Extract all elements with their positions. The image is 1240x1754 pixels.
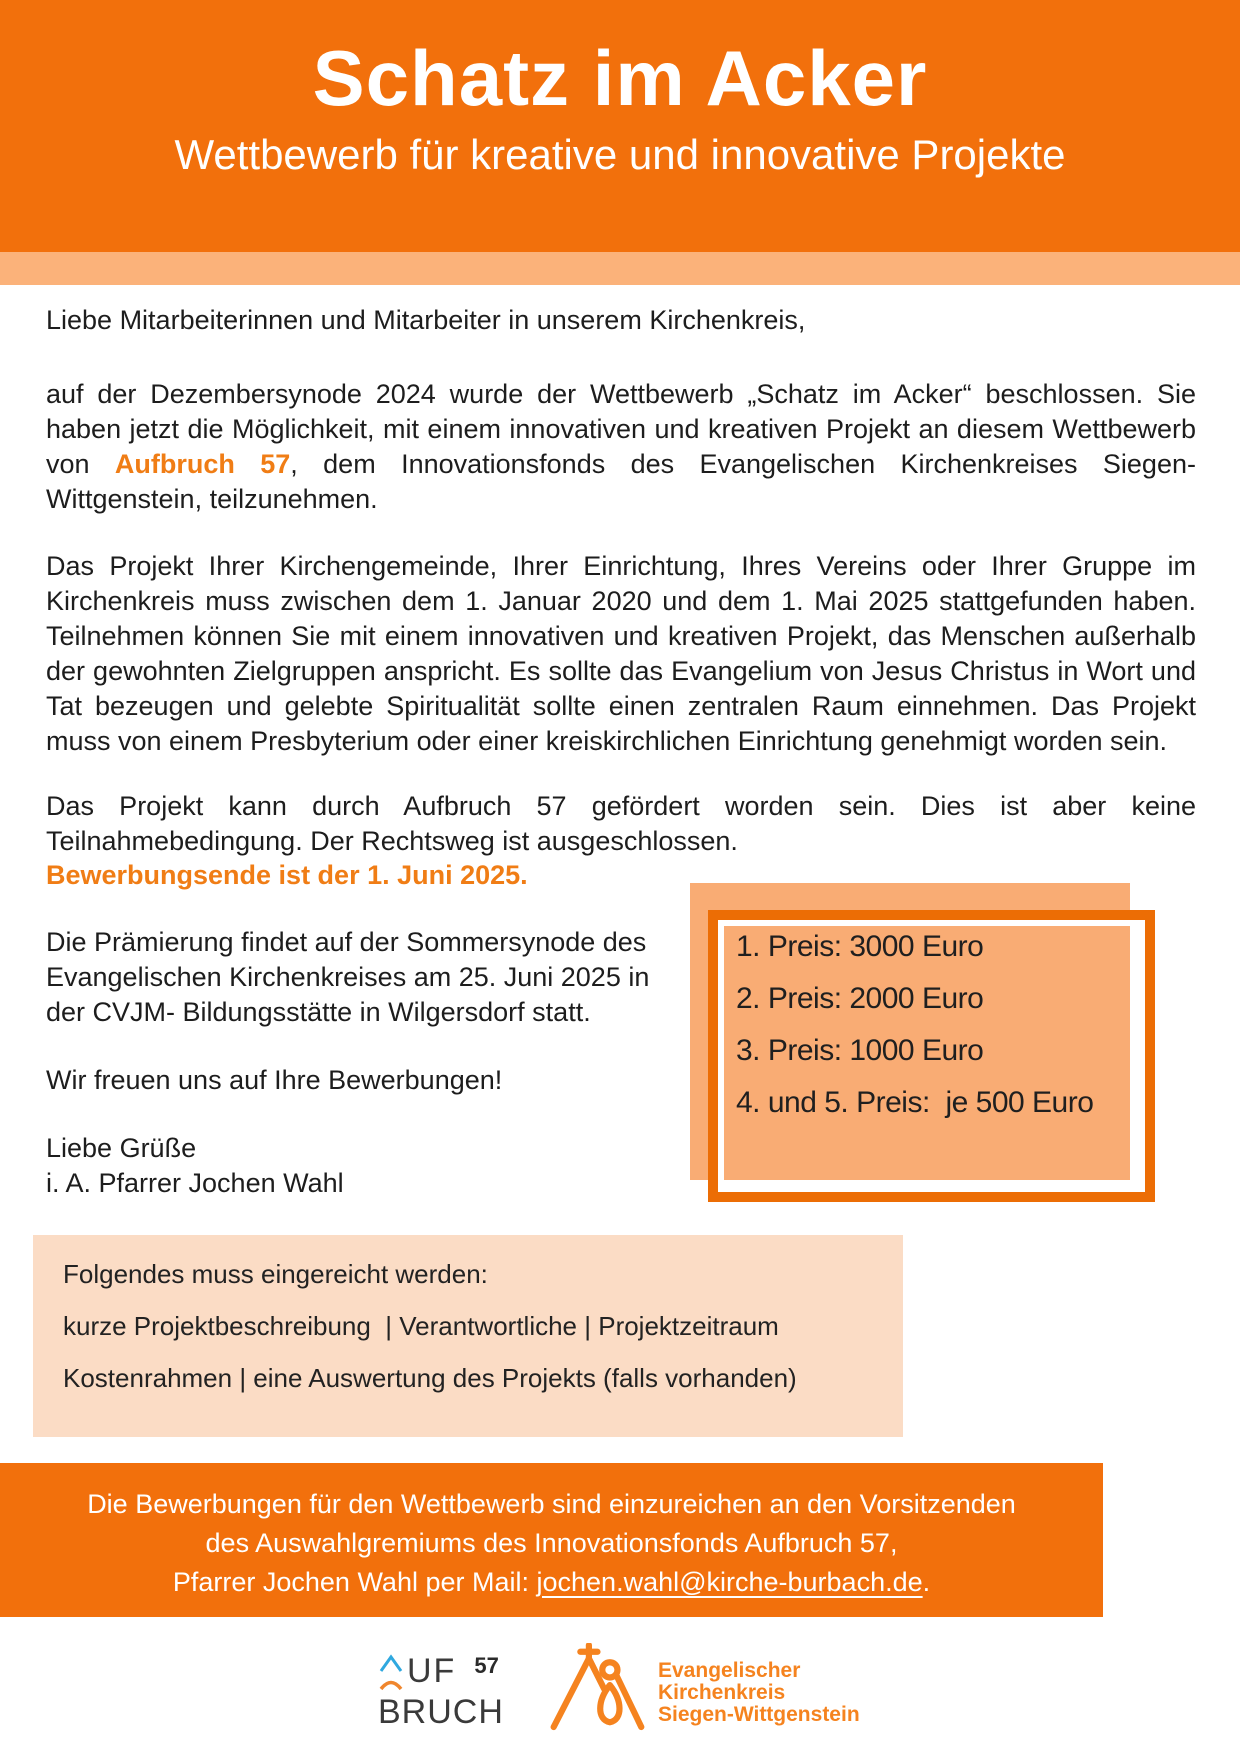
signature-text: i. A. Pfarrer Jochen Wahl — [46, 1168, 344, 1198]
prize-item-3: 3. Preis: 1000 Euro — [736, 1034, 984, 1067]
footer-line-3 — [0, 1563, 1103, 1602]
kirchenkreis-line-2: Kirchenkreis — [658, 1681, 786, 1704]
closing-text: Wir freuen uns auf Ihre Bewerbungen! — [46, 1065, 503, 1095]
eligibility-paragraph: Das Projekt Ihrer Kirchengemeinde, Ihrer Einrichtung, Ihres Vereins oder Ihrer Gruppe im Kirchenkreis muss zwischen dem 1. Januar 2020 und dem 1. Mai 2025 stattgefunden haben. Teilnehmen können Sie mit einem innovativen und kreativen Projekt, das Menschen außerhalb der gewohnten Zielgruppen anspricht. Es sollte das Evangelium von Jesus Christus in Wort und Tat bezeugen und gelebte Spiritualität sollte einen zentralen Raum einnehmen. Das Projekt muss von einem Presbyterium oder einer kreiskirchlichen Einrichtung genehmigt worden sein. — [46, 551, 1196, 756]
aufbruch-number: 57 — [474, 1653, 499, 1678]
deadline-text: Bewerbungsende ist der 1. Juni 2025. — [46, 860, 528, 890]
footer-line-3-suffix: . — [922, 1567, 931, 1597]
page-subtitle: Wettbewerb für kreative und innovative Projekte — [174, 130, 1066, 178]
footer-line-1: Die Bewerbungen für den Wettbewerb sind einzureichen an den Vorsitzenden — [87, 1489, 1016, 1519]
requirements-line-1: kurze Projektbeschreibung | Verantwortliche | Projektzeitraum — [63, 1311, 779, 1341]
funding-paragraph: Das Projekt kann durch Aufbruch 57 gefördert worden sein. Dies ist aber keine Teilnahmebedingung. Der Rechtsweg ist ausgeschlossen. — [46, 791, 1196, 856]
footer-line-3-prefix: Pfarrer Jochen Wahl per Mail: — [172, 1567, 537, 1597]
requirements-title: Folgendes muss eingereicht werden: — [63, 1259, 488, 1289]
email-link[interactable]: jochen.wahl@kirche-burbach.de — [536, 1567, 923, 1597]
header-band — [0, 0, 1240, 252]
accent-stripe — [0, 252, 1240, 285]
requirements-line-2: Kostenrahmen | eine Auswertung des Projekts (falls vorhanden) — [63, 1363, 797, 1393]
footer-band — [0, 1463, 1103, 1617]
prize-item-2: 2. Preis: 2000 Euro — [736, 982, 984, 1015]
page-title: Schatz im Acker — [312, 34, 928, 122]
greeting-text: Liebe Grüße — [46, 1133, 197, 1163]
kirchenkreis-logo-text — [658, 1660, 860, 1726]
prize-item-4: 4. und 5. Preis: je 500 Euro — [736, 1086, 1094, 1119]
aufbruch-a-icon — [378, 1654, 404, 1697]
intro-text-start: auf der Dezembersynode 2024 wurde der Wettbewerb „Schatz im Acker“ beschlossen. Sie haben jetzt die Möglichkeit, mit einem innovativen und kreativen Projekt an diesem Wettbewerb von — [46, 379, 1196, 479]
kirchenkreis-line-1: Evangelischer — [658, 1659, 801, 1682]
intro-text-end: , dem Innovationsfonds des Evangelischen Kirchenkreises Siegen-Wittgenstein, teilzunehmen. — [46, 449, 1196, 514]
aufbruch-word-top: UF — [407, 1652, 457, 1690]
kirchenkreis-line-3: Siegen-Wittgenstein — [658, 1703, 860, 1726]
aufbruch-word-bottom: BRUCH — [378, 1693, 504, 1731]
church-icon — [547, 1643, 647, 1736]
salutation-text: Liebe Mitarbeiterinnen und Mitarbeiter in unserem Kirchenkreis, — [46, 305, 806, 335]
prize-item-1: 1. Preis: 3000 Euro — [736, 930, 984, 963]
aufbruch-logo-row — [378, 1652, 504, 1692]
intro-paragraph — [46, 377, 1196, 517]
footer-line-2: des Auswahlgremiums des Innovationsfonds Aufbruch 57, — [205, 1528, 898, 1558]
aufbruch-accent: Aufbruch 57 — [114, 449, 291, 479]
award-ceremony-paragraph: Die Prämierung findet auf der Sommersynode des Evangelischen Kirchenkreises am 25. Juni 2025 in der CVJM- Bildungsstätte in Wilgersdorf statt. — [46, 927, 650, 1027]
aufbruch-logo — [378, 1652, 504, 1730]
prize-list — [736, 921, 1136, 1129]
